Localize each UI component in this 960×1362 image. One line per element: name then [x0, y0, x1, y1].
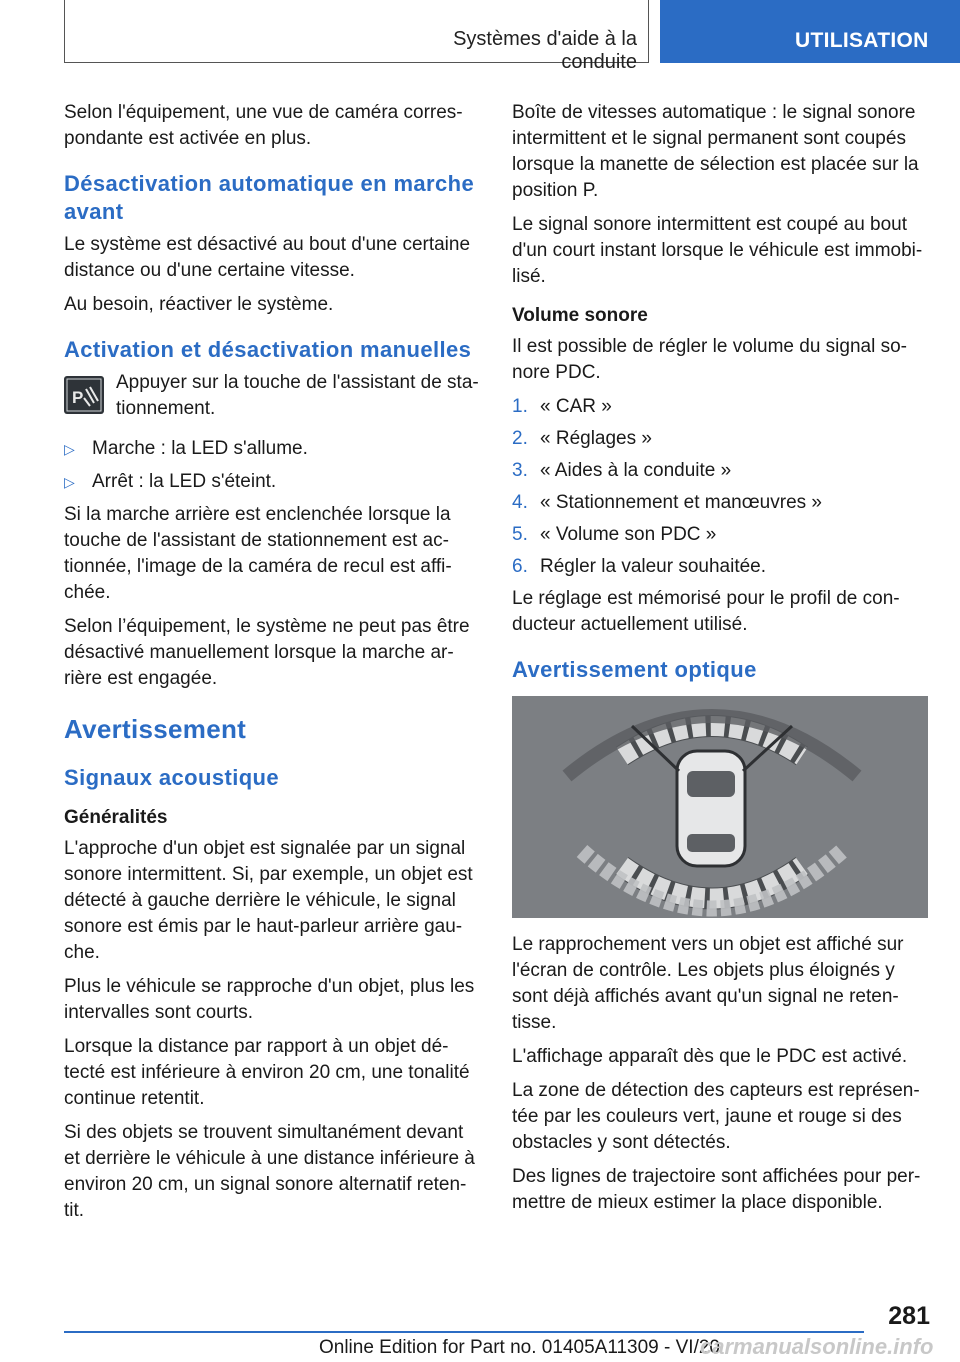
paragraph: Si la marche arrière est enclenchée lorsque la touche de l'assistant de stationnement est ac‐ tionnée, l'image de la caméra de recul est affi‐ chée.: [64, 504, 452, 603]
step-item: 6. Régler la valeur souhaitée.: [512, 556, 767, 577]
paragraph: Plus le véhicule se rapproche d'un objet, plus les intervalles sont courts.: [64, 976, 475, 1023]
step-item: 2. « Réglages »: [512, 428, 652, 449]
heading-warning: Avertissement: [64, 714, 247, 744]
paragraph: L'approche d'un objet est signalée par un signal sonore intermittent. Si, par exemple, un objet est détecté à gauche derrière le véhicule, le signal sonore est émis par le haut-parleur arrière gau‐ che.: [64, 838, 473, 963]
heading-optical: Avertissement optique: [512, 657, 757, 682]
heading-manual: Activation et désactivation manuelles: [64, 337, 472, 362]
paragraph: Lorsque la distance par rapport à un objet dé‐ tecté est inférieure à environ 20 cm, une tonalité continue retentit.: [64, 1036, 470, 1109]
paragraph: Si des objets se trouvent simultanément devant et derrière le véhicule à une distance inférieure à environ 20 cm, un signal sonore alternatif reten‐ tit.: [64, 1122, 475, 1221]
paragraph: Le signal sonore intermittent est coupé au bout d'un court instant lorsque le véhicule est immobi‐ lisé.: [512, 214, 923, 287]
button-instruction: [64, 370, 479, 422]
step-item: 3. « Aides à la conduite »: [512, 460, 732, 481]
paragraph: Le système est désactivé au bout d'une certaine distance ou d'une certaine vitesse.: [64, 234, 471, 281]
heading-auto-off: Désactivation automatique en marche avant: [64, 171, 475, 224]
paragraph: Le réglage est mémorisé pour le profil de con‐ ducteur actuellement utilisé.: [512, 588, 900, 635]
paragraph: Il est possible de régler le volume du signal so‐ nore PDC.: [512, 336, 907, 383]
paragraph: Boîte de vitesses automatique : le signal sonore intermittent et le signal permanent sont coupés lorsque la manette de sélection est placée sur la position P.: [512, 102, 919, 201]
paragraph: Des lignes de trajectoire sont affichées pour per‐ mettre de mieux estimer la place disponible.: [512, 1166, 921, 1213]
heading-acoustic: Signaux acoustique: [64, 765, 280, 790]
footer-divider: [64, 1331, 864, 1333]
list-item: ▷ Marche : la LED s'allume.: [64, 436, 479, 462]
left-column: [64, 100, 479, 1232]
pdc-display-image: [512, 696, 928, 918]
paragraph: L'affichage apparaît dès que le PDC est activé.: [512, 1046, 908, 1067]
intro-paragraph: Selon l'équipement, une vue de caméra corres‐ pondante est activée en plus.: [64, 102, 463, 149]
step-item: 4. « Stationnement et manœuvres »: [512, 492, 822, 513]
page-number: 281: [888, 1302, 930, 1330]
watermark: carmanualsonline.info: [700, 1334, 934, 1359]
step-item: 1. « CAR »: [512, 396, 612, 417]
svg-text:P: P: [72, 388, 84, 407]
step-item: 5. « Volume son PDC »: [512, 524, 717, 545]
paragraph: Le rapprochement vers un objet est affiché sur l'écran de contrôle. Les objets plus éloignés y sont déjà affichés avant qu'un signal ne reten‐ tisse.: [512, 934, 904, 1033]
volume-steps-list: [512, 394, 927, 580]
heading-general: Généralités: [64, 807, 168, 828]
footer-edition: Online Edition for Part no. 01405A11309 - VI/20: [318, 1337, 720, 1358]
paragraph: Au besoin, réactiver le système.: [64, 294, 334, 315]
bullet-triangle-icon: ▷: [64, 474, 75, 490]
right-column: [512, 100, 927, 1224]
paragraph: La zone de détection des capteurs est représen‐ tée par les couleurs vert, jaune et rouge si des obstacles y sont détectés.: [512, 1080, 920, 1153]
list-item: ▷ Arrêt : la LED s'éteint.: [64, 469, 479, 495]
button-instruction-text: Appuyer sur la touche de l'assistant de sta‐ tionnement.: [116, 372, 479, 419]
parking-assistant-button-icon: [64, 376, 104, 414]
chapter-title: UTILISATION: [795, 29, 929, 52]
section-title: Systèmes d'aide à la conduite: [453, 28, 637, 73]
led-states-list: [64, 436, 479, 495]
paragraph: Selon l’équipement, le système ne peut pas être désactivé manuellement lorsque la marche ar‐ rière est engagée.: [64, 616, 470, 689]
heading-volume: Volume sonore: [512, 305, 648, 326]
bullet-triangle-icon: ▷: [64, 441, 75, 457]
